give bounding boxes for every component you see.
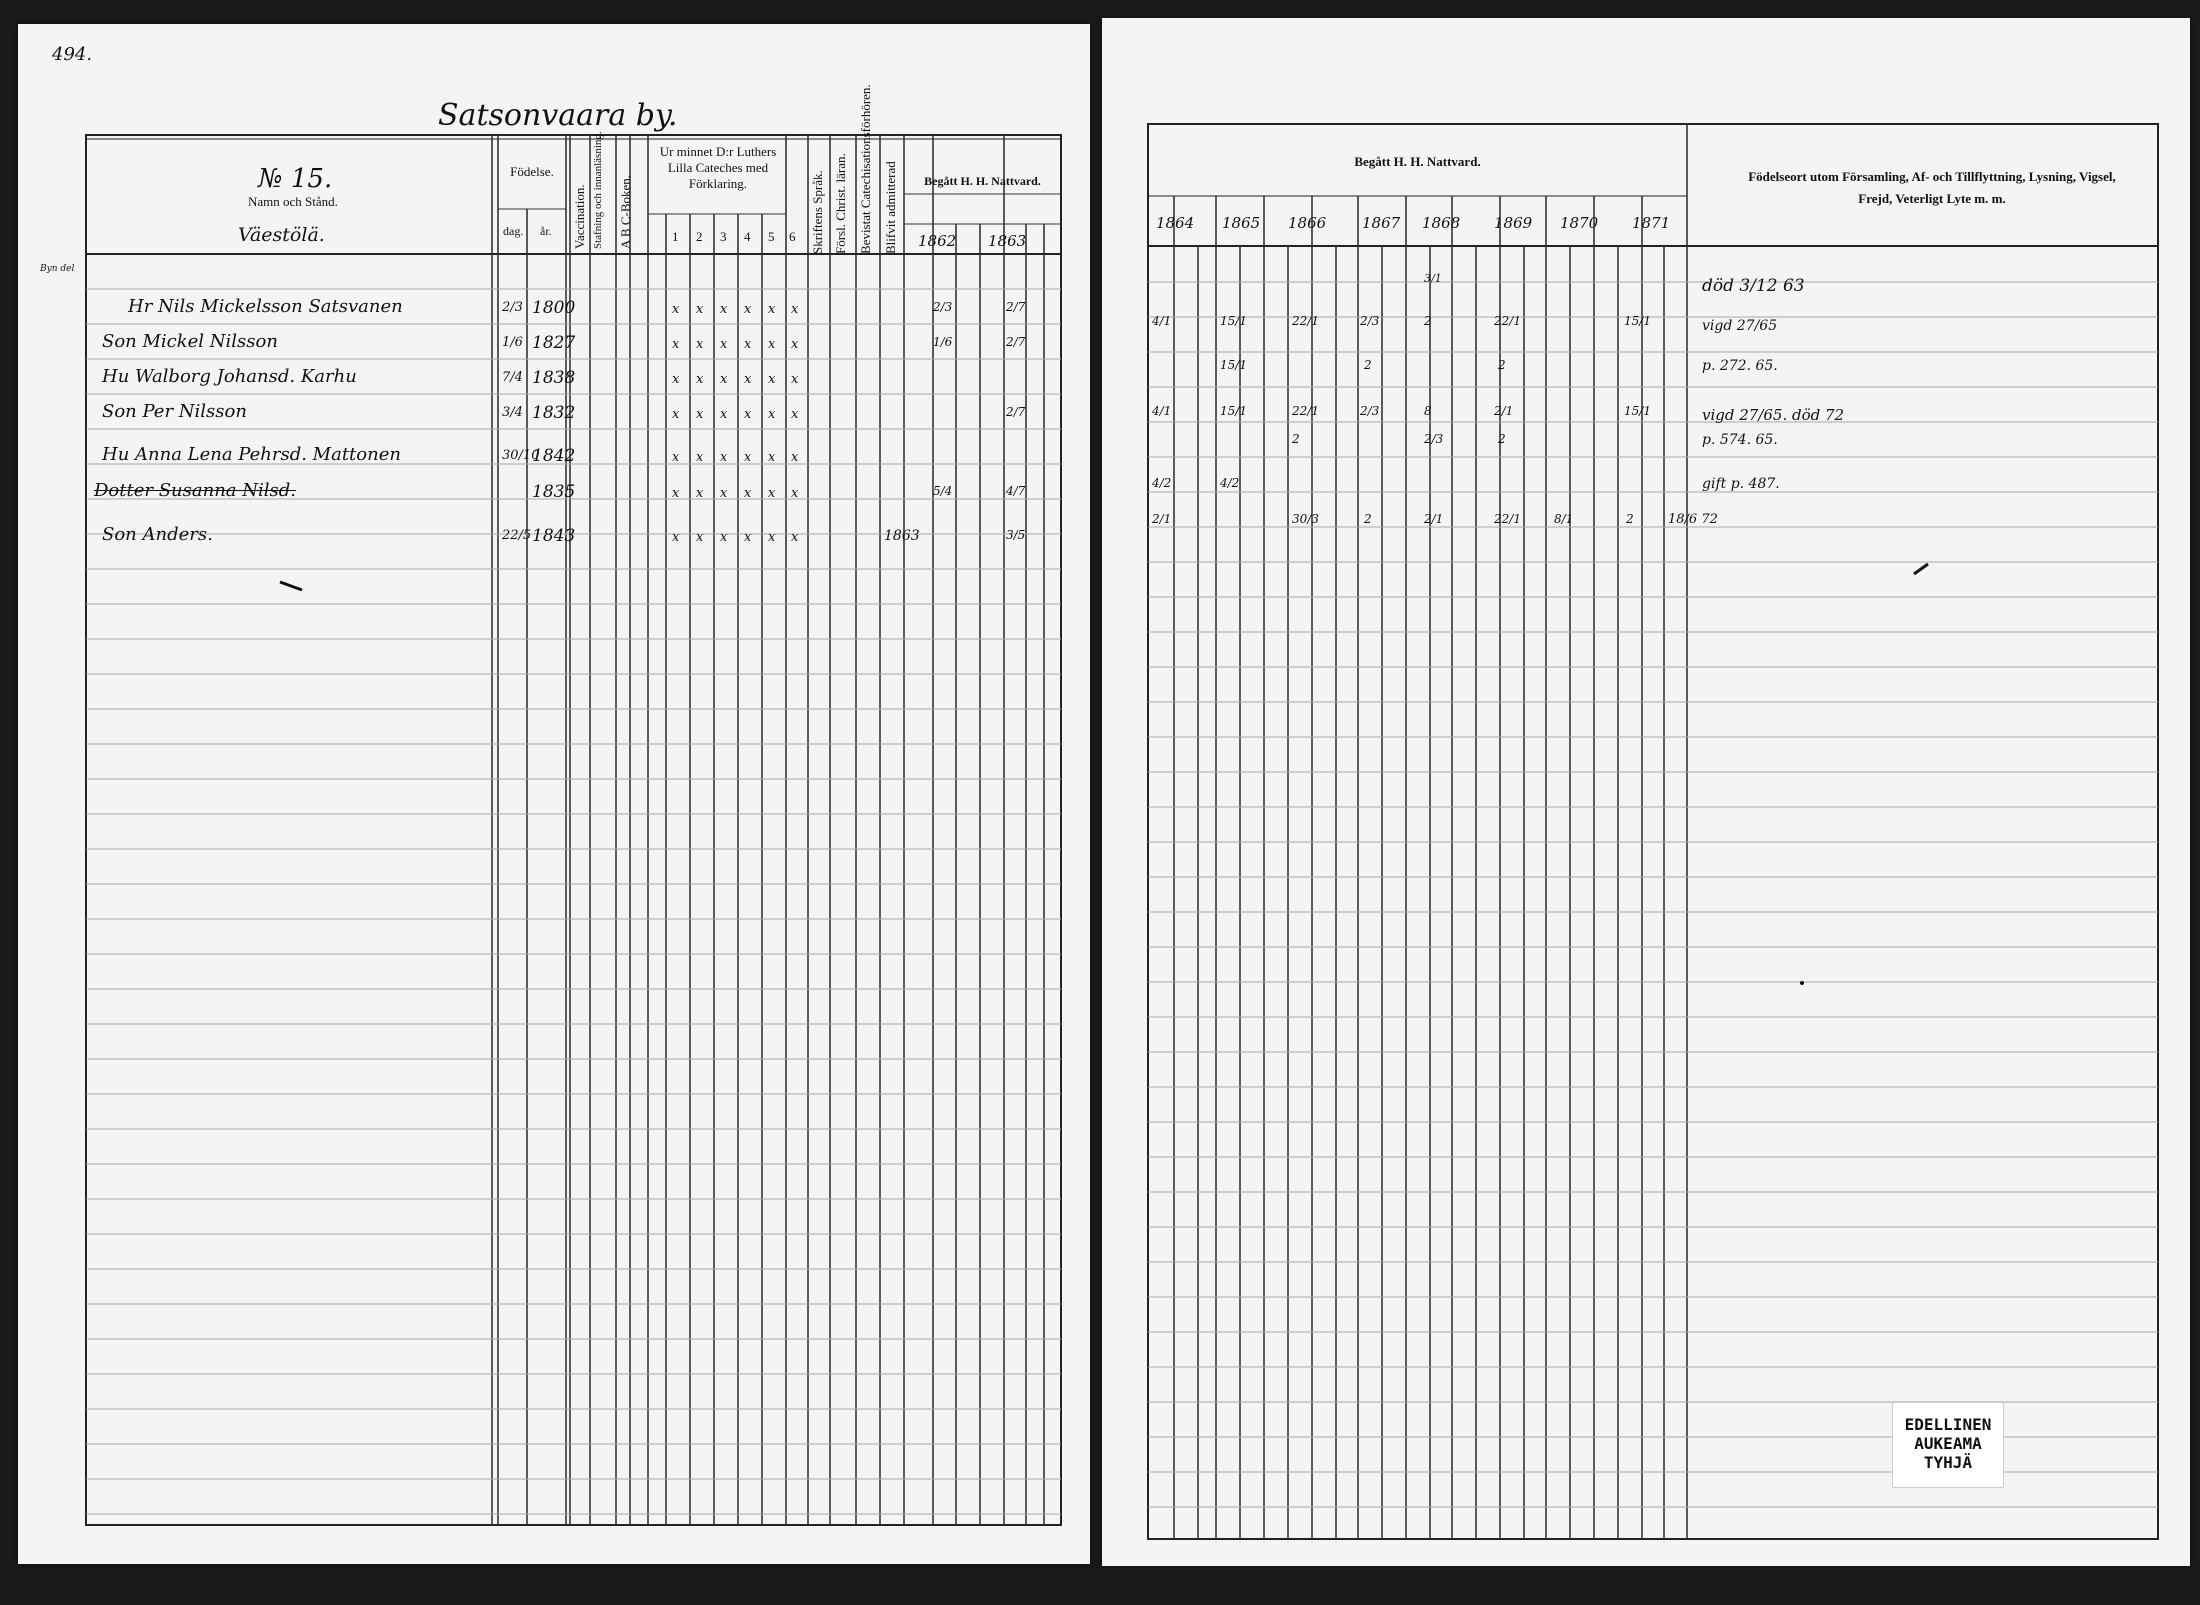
communion-mark: 4/2: [1220, 476, 1240, 490]
catechism-mark: x: [672, 407, 680, 422]
vaccination-header: Vaccination.: [572, 184, 587, 249]
catechism-part-6: 6: [789, 229, 796, 244]
catechism-mark: x: [720, 486, 728, 501]
catechism-mark: x: [768, 302, 776, 317]
communion-mark: 2/3: [1424, 432, 1444, 446]
communion-mark: 2/3: [1360, 404, 1380, 418]
catechism-mark: x: [744, 486, 752, 501]
communion-mark: 4/7: [1006, 484, 1026, 498]
catechism-mark: x: [696, 486, 704, 501]
communion-mark: 4/1: [1152, 404, 1172, 418]
stamp-line: EDELLINEN: [1904, 1415, 1992, 1434]
spelling-header: Stafning och innanläsning.: [592, 131, 604, 249]
catechism-mark: x: [791, 372, 799, 387]
scripture-header: Skriftens Språk.: [810, 170, 825, 254]
catechism-mark: x: [768, 407, 776, 422]
catechism-mark: x: [768, 450, 776, 465]
communion-mark: 2/1: [1152, 512, 1172, 526]
margin-note: Byn del: [40, 264, 75, 274]
communion-year-1870: 1870: [1560, 214, 1599, 232]
left-ruled-grid: [18, 24, 1090, 1564]
archive-stamp: [1892, 1402, 2004, 1488]
catechism-mark: x: [720, 372, 728, 387]
house-number: № 15.: [258, 164, 333, 194]
name-header: Namn och Stånd.: [248, 194, 338, 209]
remark: död 3/12 63: [1702, 276, 1805, 296]
catechism-mark: x: [696, 302, 704, 317]
catechism-mark: x: [744, 530, 752, 545]
remark: vigd 27/65: [1702, 318, 1778, 334]
communion-year-1864: 1864: [1156, 214, 1195, 232]
catechism-header: Ur minnet D:r Luthers Lilla Cateches med Förklaring.: [659, 144, 777, 191]
admitted-year: 1863: [884, 528, 920, 544]
communion-mark: 22/1: [1292, 404, 1319, 418]
communion-year-1865: 1865: [1222, 214, 1261, 232]
right-ledger-page: [1102, 18, 2190, 1566]
year-header: år.: [540, 224, 552, 238]
communion-mark: 8: [1424, 404, 1432, 418]
communion-mark: 15/1: [1220, 314, 1247, 328]
birth-day: 2/3: [502, 300, 523, 315]
catechism-part-4: 4: [744, 229, 751, 244]
catechism-mark: x: [768, 530, 776, 545]
communion-year-1862: 1862: [918, 232, 957, 250]
catechism-mark: x: [696, 407, 704, 422]
communion-year-1867: 1867: [1362, 214, 1401, 232]
communion-mark: 2/1: [1494, 404, 1514, 418]
communion-year-1871: 1871: [1632, 214, 1671, 232]
communion-year-1863: 1863: [988, 232, 1027, 250]
catechism-mark: x: [672, 302, 680, 317]
communion-mark: 22/1: [1494, 512, 1521, 526]
communion-year-1869: 1869: [1494, 214, 1533, 232]
catechism-mark: x: [672, 530, 680, 545]
catechism-mark: x: [768, 486, 776, 501]
catechism-mark: x: [791, 407, 799, 422]
communion-mark: 2: [1498, 358, 1506, 372]
catechism-mark: x: [791, 302, 799, 317]
catechism-mark: x: [696, 450, 704, 465]
catechism-mark: x: [791, 450, 799, 465]
right-ruled-grid: [1102, 18, 2190, 1566]
person-name: Son Anders.: [102, 524, 213, 545]
farm-name: Väestölä.: [238, 224, 325, 246]
catechism-mark: x: [791, 486, 799, 501]
communion-mark: 2/3: [1360, 314, 1380, 328]
communion-mark: 2: [1292, 432, 1300, 446]
catechism-mark: x: [744, 302, 752, 317]
communion-mark: 2: [1364, 512, 1372, 526]
village-title: Satsonvaara by.: [438, 98, 678, 133]
communion-mark: 2: [1498, 432, 1506, 446]
left-ledger-page: [18, 24, 1090, 1564]
remark: p. 272. 65.: [1702, 358, 1778, 374]
catechism-mark: x: [720, 530, 728, 545]
birth-year: 1832: [532, 403, 576, 423]
birth-day: 7/4: [502, 370, 523, 385]
communion-header-left: Begått H. H. Nattvard.: [924, 174, 1041, 188]
communion-mark: 2: [1626, 512, 1634, 526]
catechism-mark: x: [696, 372, 704, 387]
catechism-mark: x: [696, 337, 704, 352]
communion-mark: 2/3: [933, 300, 953, 314]
stamp-line: AUKEAMA: [1914, 1434, 1982, 1453]
communion-mark: 15/1: [1220, 404, 1247, 418]
catechism-mark: x: [696, 530, 704, 545]
catechism-mark: x: [720, 407, 728, 422]
catechism-mark: x: [672, 337, 680, 352]
catechism-mark: x: [672, 486, 680, 501]
catechism-mark: x: [744, 450, 752, 465]
birth-day: 30/10: [502, 448, 540, 463]
page-number: 494.: [52, 44, 93, 65]
catechism-mark: x: [720, 302, 728, 317]
remark: vigd 27/65. död 72: [1702, 406, 1845, 424]
communion-mark: 2: [1364, 358, 1372, 372]
communion-mark: 4/1: [1152, 314, 1172, 328]
catechism-mark: x: [791, 337, 799, 352]
communion-mark: 2/1: [1424, 512, 1444, 526]
person-name: Hu Walborg Johansd. Karhu: [102, 366, 357, 387]
confirmation-header: Bevistat Catechisationsförhören.: [858, 84, 873, 254]
remark: 18/6 72: [1668, 512, 1718, 527]
catechism-mark: x: [672, 450, 680, 465]
communion-mark: 30/3: [1292, 512, 1319, 526]
communion-mark: 2: [1424, 314, 1432, 328]
birth-day: 1/6: [502, 335, 523, 350]
communion-mark: 22/1: [1494, 314, 1521, 328]
birth-day: 22/5: [502, 528, 532, 543]
person-name: Hu Anna Lena Pehrsd. Mattonen: [102, 444, 401, 465]
remark: gift p. 487.: [1702, 476, 1780, 492]
catechism-part-1: 1: [672, 229, 679, 244]
birth-year: 1843: [532, 526, 576, 546]
catechism-mark: x: [744, 337, 752, 352]
person-name: Hr Nils Mickelsson Satsvanen: [128, 296, 403, 317]
catechism-mark: x: [720, 337, 728, 352]
admitted-header: Blifvit admitterad: [883, 161, 898, 254]
communion-mark: 8/1: [1554, 512, 1574, 526]
catechism-mark: x: [744, 372, 752, 387]
communion-mark: 5/4: [933, 484, 953, 498]
remark: p. 574. 65.: [1702, 432, 1778, 448]
birth-year: 1838: [532, 368, 576, 388]
person-name: Dotter Susanna Nilsd.: [94, 480, 296, 501]
communion-mark: 2/7: [1006, 335, 1026, 349]
communion-mark: 3/5: [1006, 528, 1026, 542]
communion-mark: 15/1: [1624, 404, 1651, 418]
catechism-part-5: 5: [768, 229, 775, 244]
communion-mark: 2/7: [1006, 300, 1026, 314]
communion-mark: 22/1: [1292, 314, 1319, 328]
catechism-mark: x: [768, 372, 776, 387]
birth-year: 1827: [532, 333, 576, 353]
communion-mark: 4/2: [1152, 476, 1172, 490]
communion-mark: 3/1: [1424, 272, 1442, 285]
catechism-part-2: 2: [696, 229, 703, 244]
person-name: Son Mickel Nilsson: [102, 331, 278, 352]
catechism-mark: x: [720, 450, 728, 465]
communion-mark: 15/1: [1220, 358, 1247, 372]
catechism-mark: x: [672, 372, 680, 387]
birth-header: Födelse.: [510, 164, 554, 179]
birth-year: 1842: [532, 446, 576, 466]
communion-mark: 2/7: [1006, 405, 1026, 419]
catechism-mark: x: [744, 407, 752, 422]
catechism-mark: x: [768, 337, 776, 352]
communion-year-1868: 1868: [1422, 214, 1461, 232]
communion-mark: 15/1: [1624, 314, 1651, 328]
person-name: Son Per Nilsson: [102, 401, 247, 422]
stamp-line: TYHJÄ: [1923, 1453, 1973, 1472]
birth-year: 1800: [532, 298, 576, 318]
communion-mark: 1/6: [933, 335, 953, 349]
day-header: dag.: [503, 224, 524, 238]
christianity-header: Försl. Christ. läran.: [833, 153, 848, 254]
catechism-mark: x: [791, 530, 799, 545]
communion-year-1866: 1866: [1288, 214, 1327, 232]
birth-day: 3/4: [502, 405, 523, 420]
communion-header-right: Begått H. H. Nattvard.: [1354, 154, 1481, 169]
remarks-header: Födelseort utom Församling, Af- och Tillflyttning, Lysning, Vigsel, Frejd, Veterligt Lyte m. m.: [1748, 169, 2116, 206]
abc-header: A B C-Boken.: [618, 174, 633, 249]
catechism-part-3: 3: [720, 229, 727, 244]
birth-year: 1835: [532, 482, 576, 502]
